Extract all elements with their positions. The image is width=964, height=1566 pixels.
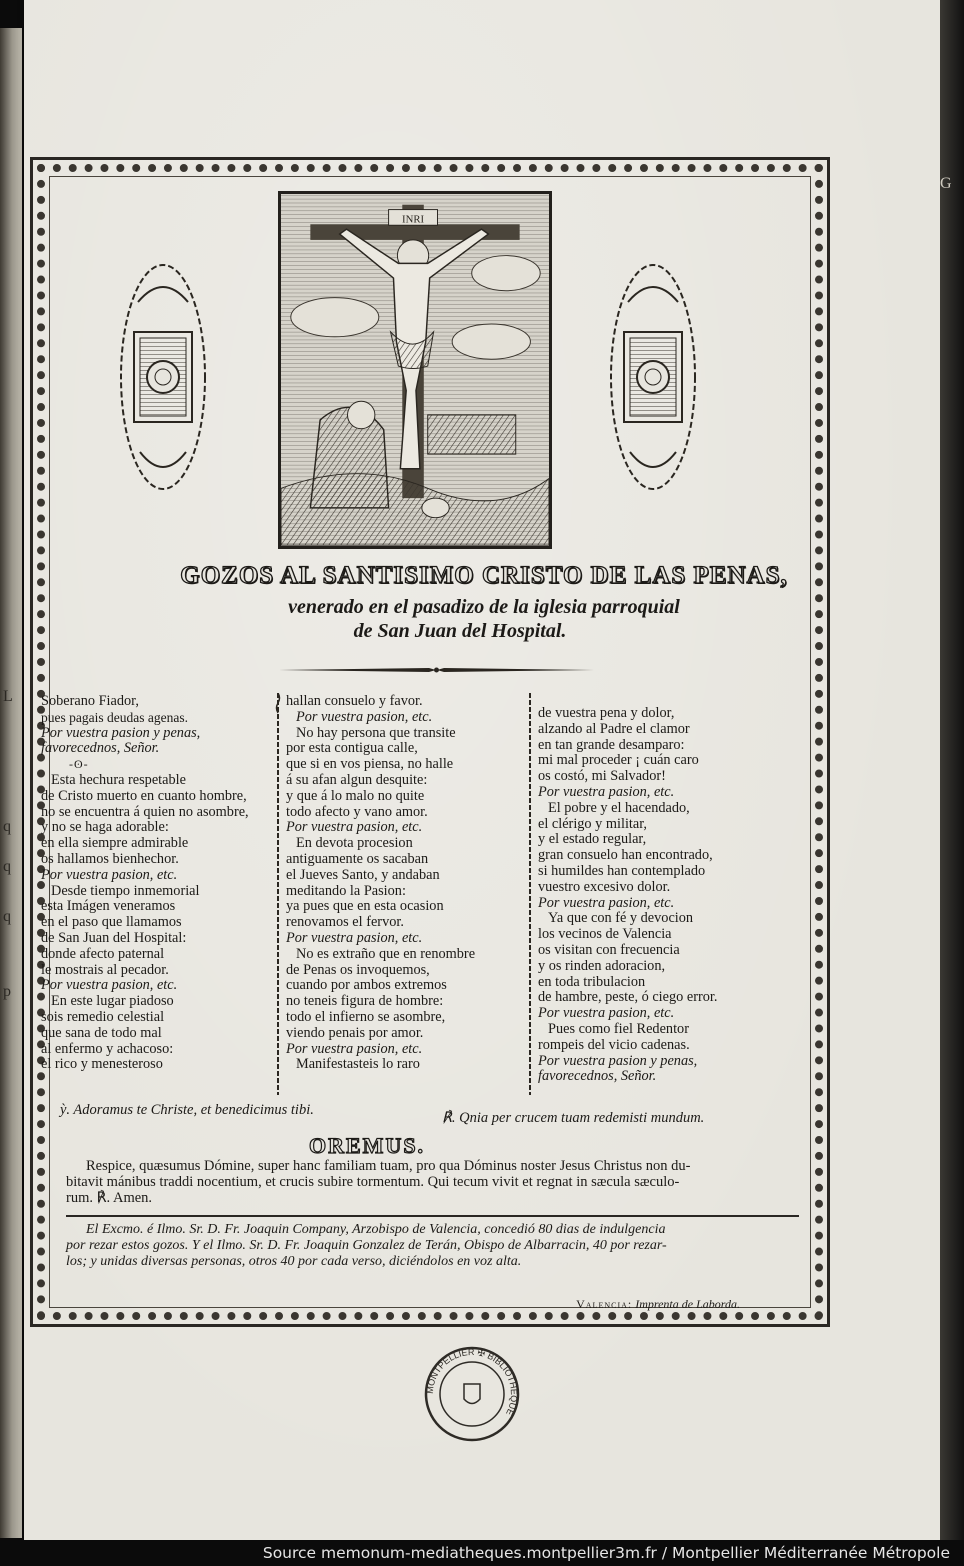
verse-line: En este lugar piadoso [51, 993, 174, 1010]
verse-line: Por vuestra pasion, etc. [296, 708, 433, 725]
verse-line: Por vuestra pasion y penas, [41, 724, 201, 741]
verse-column-1 [41, 694, 249, 1073]
verse-line: esta Imágen veneramos [41, 898, 176, 915]
verse-line: Por vuestra pasion, etc. [286, 819, 423, 836]
verse-line: los vecinos de Valencia [538, 926, 672, 943]
right-page-edge [940, 0, 964, 1540]
verse-line: en ella siempre admirable [41, 835, 189, 852]
verse-line: vuestro excesivo dolor. [538, 878, 671, 895]
verse-column-2 [286, 694, 475, 1073]
verse-line: y no se haga adorable: [41, 819, 169, 836]
divider-rule [66, 1215, 799, 1217]
indulgence-line: El Excmo. é Ilmo. Sr. D. Fr. Joaquin Company, Arzobispo de Valencia, concedió 80 dias de indulgencia [86, 1222, 666, 1237]
verse-line: meditando la Pasion: [286, 882, 406, 899]
source-credit: Source memonum-mediatheques.montpellier3m.fr / Montpellier Méditerranée Métropole [262, 1544, 950, 1562]
verse-column-3 [538, 706, 717, 1085]
verse-line: todo afecto y vano amor. [286, 803, 428, 820]
verse-line: antiguamente os sacaban [286, 850, 429, 867]
inri-plaque: INRI [401, 213, 425, 226]
right-glyph: G [940, 175, 952, 192]
verse-line: Por vuestra pasion, etc. [286, 929, 423, 946]
verse-line: el Jueves Santo, y andaban [286, 866, 440, 883]
document-sheet [24, 0, 940, 1540]
verse-line: por esta contigua calle, [286, 740, 418, 757]
verse-line: si humildes han contemplado [538, 862, 706, 879]
verse-line: al enfermo y achacoso: [41, 1040, 174, 1057]
verse-line: Esta hechura respetable [51, 771, 186, 788]
prayer-line: Respice, quæsumus Dómine, super hanc familiam tuam, pro qua Dóminus noster Jesus Christus non du- [86, 1158, 691, 1174]
verse-line: Por vuestra pasion, etc. [538, 783, 675, 800]
response: ℟. Qnia per crucem tuam redemisti mundum. [442, 1110, 705, 1126]
imprint-city: Valencia: [576, 1297, 633, 1311]
left-glyph: L [3, 688, 13, 705]
verse-line: Manifestasteis lo raro [296, 1056, 420, 1073]
verse-line: No es extraño que en renombre [296, 945, 476, 962]
verse-line: cuando por ambos extremos [286, 977, 447, 994]
verse-line: os visitan con frecuencia [538, 941, 680, 958]
indulgence-line: por rezar estos gozos. Y el Ilmo. Sr. D. Fr. Joaquin Gonzalez de Terán, Obispo de Albarracin, 40 por rezar- [66, 1238, 667, 1253]
verse-line: Desde tiempo inmemorial [51, 882, 200, 899]
prayer-text [66, 1158, 801, 1206]
verse-line: En devota procesion [296, 835, 413, 852]
verse-line: Por vuestra pasion, etc. [538, 894, 675, 911]
subtitle-line-2: de San Juan del Hospital. [353, 620, 567, 642]
title-rule [279, 667, 594, 673]
crucifixion-woodcut [278, 191, 552, 549]
verse-line: favorecednos, Señor. [538, 1068, 657, 1085]
verse-line: á su afan algun desquite: [286, 771, 428, 788]
prayer-line: rum. ℟. Amen. [66, 1190, 153, 1206]
verse-line: viendo penais por amor. [286, 1024, 424, 1041]
verse-line: de hambre, peste, ó ciego error. [538, 989, 718, 1006]
crucifixion-image [281, 194, 549, 546]
oremus-heading: OREMUS. [309, 1133, 426, 1158]
verse-line: No hay persona que transite [296, 724, 456, 741]
indulgence-line: los; y unidas diversas personas, otros 40 por cada verso, diciéndolos en voz alta. [66, 1254, 522, 1269]
verse-line: no teneis figura de hombre: [286, 993, 444, 1010]
verse-line: todo el infierno se asombre, [286, 1008, 446, 1025]
imprint [576, 1297, 740, 1312]
verse-line: Por vuestra pasion, etc. [286, 1040, 423, 1057]
verse-line: el clérigo y militar, [538, 815, 647, 832]
verse-line: Por vuestra pasion, etc. [538, 1005, 675, 1022]
verse-line: no se encuentra á quien no asombre, [41, 803, 249, 820]
verse-line: en toda tribulacion [538, 973, 646, 990]
verse-line: y os rinden adoracion, [538, 957, 666, 974]
column-separator [275, 693, 281, 1095]
verse-line: Soberano Fiador, [41, 693, 139, 709]
verse-line: que si en vos piensa, no halle [286, 756, 454, 773]
document-title: GOZOS AL SANTISIMO CRISTO DE LAS PENAS, [180, 562, 788, 589]
verse-line: donde afecto paternal [41, 945, 165, 962]
verse-line: pues pagais deudas agenas. [41, 709, 188, 725]
indulgence-note [66, 1222, 801, 1270]
verse-line: mi mal proceder ¡ cuán caro [538, 752, 699, 769]
column-separator [527, 693, 533, 1095]
verse-line: renovamos el fervor. [286, 914, 404, 931]
verse-line: rompeis del vicio cadenas. [538, 1036, 690, 1053]
verse-line: de Penas os invoquemos, [286, 961, 430, 978]
left-glyph: p [3, 983, 11, 1000]
verse-line: y el estado regular, [538, 831, 647, 848]
left-glyph: q [3, 908, 11, 925]
library-stamp [422, 1344, 522, 1444]
verse-line: en tan grande desamparo: [538, 736, 685, 753]
verse-line: Ya que con fé y devocion [548, 910, 694, 927]
prayer-line: bitavit mánibus traddi nocentium, et crucis subire tormentum. Qui tecum vivit et regnat in sæcula sæculo- [66, 1174, 680, 1190]
source-footer [0, 1540, 964, 1566]
verse-line: de San Juan del Hospital: [41, 929, 187, 946]
verse-line: alzando al Padre el clamor [538, 720, 690, 737]
verse-line: sois remedio celestial [41, 1008, 165, 1025]
verse-line: gran consuelo han encontrado, [538, 847, 713, 864]
verse-line: de vuestra pena y dolor, [538, 705, 675, 721]
verse-line: Por vuestra pasion, etc. [41, 977, 178, 994]
versicle: ỳ. Adoramus te Christe, et benedicimus tibi. [60, 1102, 314, 1118]
left-page-edge [0, 28, 22, 1538]
verse-line: le mostrais al pecador. [41, 961, 169, 978]
verse-line: -ʘ- [69, 757, 89, 772]
verse-line: os hallamos bienhechor. [41, 850, 179, 867]
imprint-printer: Imprenta de Laborda. [635, 1297, 740, 1311]
verse-line: favorecednos, Señor. [41, 740, 160, 757]
svg-text:MONTPELLIER ✠ BIBLIOTHEQUE [425, 1347, 519, 1417]
verse-line: el rico y menesteroso [41, 1056, 163, 1073]
verse-line: de Cristo muerto en cuanto hombre, [41, 787, 247, 804]
verse-line: Por vuestra pasion, etc. [41, 866, 178, 883]
right-ornament [608, 262, 698, 492]
verse-line: que sana de todo mal [41, 1024, 162, 1041]
left-ornament [118, 262, 208, 492]
verse-line: hallan consuelo y favor. [286, 693, 423, 709]
verse-line: os costó, mi Salvador! [538, 768, 666, 785]
verse-line: Por vuestra pasion y penas, [538, 1052, 698, 1069]
subtitle-line-1: venerado en el pasadizo de la iglesia parroquial [288, 596, 680, 618]
verse-line: en el paso que llamamos [41, 914, 182, 931]
verse-line: El pobre y el hacendado, [548, 799, 690, 816]
verse-line: y que á lo malo no quite [286, 787, 425, 804]
verse-line: ya pues que en esta ocasion [286, 898, 444, 915]
left-glyph: q [3, 858, 11, 875]
left-glyph: q [3, 818, 11, 835]
stamp-text: MONTPELLIER ✠ BIBLIOTHEQUE [424, 1346, 520, 1418]
verse-line: Pues como fiel Redentor [548, 1020, 689, 1037]
